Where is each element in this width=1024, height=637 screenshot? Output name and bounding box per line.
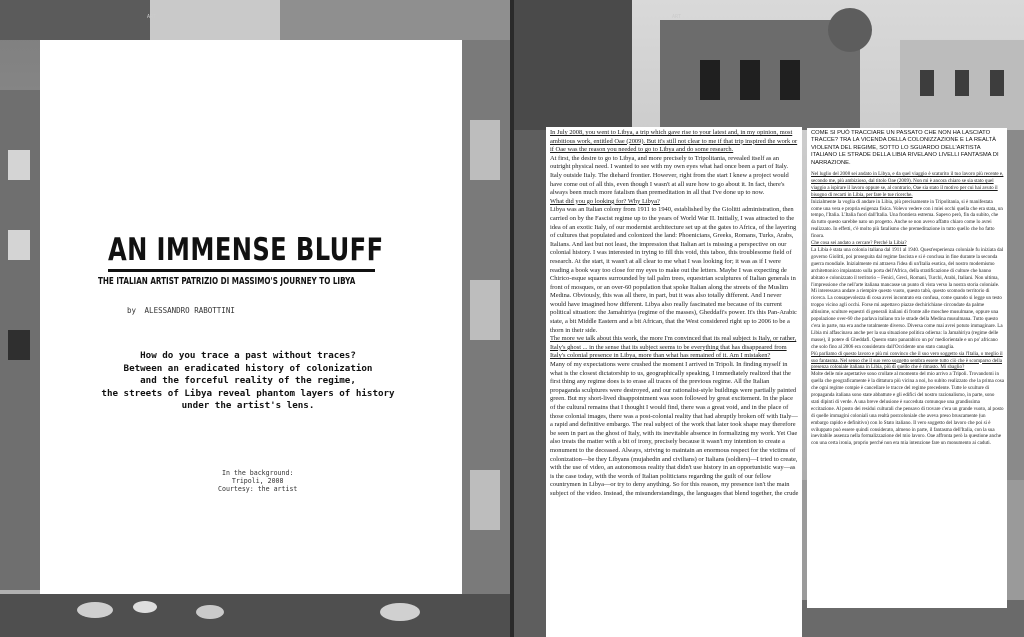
answer-3: Many of my expectations were crushed the moment I arrived in Tripoli. In finding myself in what is the closest dictatorship to us, geographically speaking, I immediately realized that the first thing any regime does is to erase all traces of the previous regime. All the Italian propaganda sculptures were destroyed, and our rationalist-style buildings were partially painted green. But my short-lived disappointment was soon followed by great excitement. In the place of the cultural remains that I thought I would find, there was a great void, and in the place of those colonial images, there was a post-colonial reality that had abruptly broken off with Italy—a rapid and definitive embargo. The real subject of the work that later took shape may therefore be seen in part as the ghost of Italy, with its inevitable absence in formalizing my work. Yet Oae also treats the matter with a bit of irony, precisely because it wasn't my intention to create a monument to the deceased. Always, striving to maintain an enormous respect for the victims of colonization—be they Libyans (mujahedin and civilians) or Italians (soldiers)—I tried to create, with the use of video, an autonomous reality that didn't use history in an opportunistic way—as is the case today, with the words of Italian politicians regarding the guilt of our fellow countrymen in Libya—or try to deny anything. So for this reason, my presence isn't the main subject of the video. Instead, the misunderstandings, the languages that blend together, the crude xyxy=(550,361,799,497)
photo-caption xyxy=(218,469,297,493)
running-head-left: ART xyxy=(147,14,157,20)
caption-line: In the background: xyxy=(221,469,294,477)
page-footer: PALEIDOSCOPE xyxy=(739,625,777,631)
byline-prefix: by xyxy=(127,306,137,315)
title-underline xyxy=(108,269,375,272)
italian-body xyxy=(807,169,1007,447)
byline-author: ALESSANDRO RABOTTINI xyxy=(144,306,235,315)
question-2: What did you go looking for? Why Libya? xyxy=(550,197,660,205)
domanda-1: Nel luglio del 2008 sei andato in Libya, e da quel viaggio è scaturito il tuo lavoro più recente e, secondo me, più ambizioso, dal titolo Oae (2009). Non mi è ancora chiaro se sia stato quel viaggio a ispirare il lavoro oppure se, al contrario, Oae sia stato il motivo per cui hai avuto il bisogno di recarti in Libia, per fare le tue ricerche. xyxy=(811,171,1004,198)
risposta-3: Molte delle mie aspettative sono crollate al momento del mio arrivo a Tripoli. Trovandomi in quella che geograficamente è la dittatura più vicina a noi, ho subito realizzato che la prima cosa che ogni regime compie è cancellare le tracce del regime precedente. Tutte le sculture di propaganda italiana sono state abbattute e gli edifici del nostro razionalismo, in parte, sono stati dipinti di verde. A una breve delusione è succeduta comunque una grandissima eccitazione. Al posto dei residui culturali che pensavo di trovare c'era un grande vuoto, al posto di quelle immagini coloniali una realtà postcoloniale che aveva preso bruscamente (un embargo rapido e definitivo) con lo Stato italiano. Il vero soggetto del lavoro che poi si è sviluppato può essere quindi considerato, almeno in parte, il fantasma dell'Italia, con la sua inevitabile assenza nella formalizzazione del mio lavoro. Oae affronta però la questione anche con una certa ironia, proprio perché non era mia intenzione fare un monumento ai caduti. xyxy=(811,371,1004,447)
article-title: AN IMMENSE BLUFF xyxy=(108,232,384,268)
standfirst-line: Between an eradicated history of colonization xyxy=(123,362,373,374)
byline xyxy=(127,306,239,315)
standfirst-line: and the forceful reality of the regime, xyxy=(140,375,356,386)
standfirst-line: under the artist's lens. xyxy=(181,400,315,411)
article-subtitle: THE ITALIAN ARTIST PATRIZIO DI MASSIMO'S JOURNEY TO LIBYA xyxy=(98,276,356,287)
domanda-3: Più parliamo di questo lavoro e più mi convinco che il suo vero soggetto sia l'Italia, o meglio il suo fantasma. Nel senso che il suo vero soggetto sembra essere tutto ciò che è scomparso della presenza coloniale italiana in Libia, più di quello che è rimasto. Mi sbaglio? xyxy=(811,350,1003,371)
risposta-1: Inizialmente la voglia di andare in Libia, più precisamente in Tripolitania, si è manifestata come una vera e propria esigenza fisica. Volevo vedere con i miei occhi quella che era stata, un tempo, l'Italia. L'Italia fuori dall'Italia. Una frontiera estrema. Sapevo però, fin da subito, che da tutto questo sarebbe nato un progetto. Anche se non avevo affatto chiaro come lo avrei realizzato. In effetti, c'è molto più fatalismo che premeditazione in tutto quello che ho fatto finora. xyxy=(811,198,1003,240)
standfirst-line: How do you trace a past without traces? xyxy=(140,350,356,361)
italian-standfirst: COME SI PUÒ TRACCIARE UN PASSATO CHE NON HA LASCIATO TRACCE? TRA LA VICENDA DELLA COLONIZZAZIONE E LA REALTÀ VIOLENTA DEL REGIME, SOTTO LO SGUARDO DELL'ARTISTA ITALIANO LE STRADE DELLA LIBIA RIVELANO LIVELLI FANTASMA DI NARRAZIONE. xyxy=(811,130,999,166)
risposta-2: La Libia è stata una colonia italiana dal 1911 al 1940. Quest'esperienza coloniale fu iniziata dal governo Giolitti, poi proseguita dal regime fascista e si è conclusa in fine durante la seconda guerra mondiale. Inizialmente mi attraeva l'idea di un'Italia esotica, del nostro modernismo architettonico impiantato sulla porta dell'Africa, della stratificazione di culture che hanno abitato e colonizzato il territorio – Fenici, Greci, Romani, Turchi, Arabi, Italiani. Non ultima, l'impressione che nell'arte italiana mancasse un punto di vista verso la nostra storia coloniale. Mi interessava andare a riempire questo vuoto, questo tabù, questo scomodo territorio di ricerca. La consapevolezza di cosa avrei incontrato era confusa, come quando si legge un testo troppo vicino agli occhi. Forse mi aspettavo piazze dechirichiane circondate da palme altissime, sculture equestri di generali italiani di fronte alle moschee musulmane, oppure una popolazione over-60 che parlava italiano tra le strade della Medina musulmana. Tutto questo c'era in parte, ma era anche totalmente diverso. Diversa come mai avrei potuto immaginare. La Libia mi affascinava anche per la sua situazione politica odierna: la Jamahiriya (regime delle masse), il potere di Gheddafi. Questo stato panarabico un po' mediorientale e un po' africano che solo fino al 2006 era considerato dall'Occidente uno stato canaglia. xyxy=(811,247,1004,350)
running-head-right: ART xyxy=(672,14,682,20)
question-3: The more we talk about this work, the more I'm convinced that its real subject is Italy, or rather, Italy's ghost ... in the sense that its subject seems to be everything that has disappeared from Italy's colonial presence in Libya, more than what has remained of it. Am I mistaken? xyxy=(550,335,797,360)
italian-text-column xyxy=(807,128,1007,608)
answer-1: At first, the desire to go to Libya, and more precisely to Tripolitania, revealed itself as an outright physical need. I wanted to see with my own eyes what had once been a part of Italy. Italy outside Italy. The diehard frontier. However, right from the start I knew a project would have come out of all this, even though I wasn't at all sure how to go about it. In fact, there's always been much more fatalism than premeditation in all that I've done up to now. xyxy=(550,154,789,197)
standfirst-line: the streets of Libya reveal phantom layers of history xyxy=(101,387,395,399)
standfirst xyxy=(98,350,398,413)
question-1: In July 2008, you went to Libya, a trip which gave rise to your latest and, in my opinion, most ambitious work, entitled Oae (2009). But it's still not clear to me if that trip inspired the work or if Oae was the reason you needed to go to Libya and do some research. xyxy=(550,129,798,154)
caption-line: Tripoli, 2008 xyxy=(231,477,284,485)
caption-line: Courtesy: the artist xyxy=(218,485,298,493)
spread-gutter xyxy=(510,0,514,637)
answer-2: Libya was an Italian colony from 1911 to 1940, established by the Giolitti administration, then carried on by the Fascist regime up to the years of World War II. Initially, I was attracted to the idea of an exotic Italy, of our modernist architecture set up at the gates to Africa, of the layering of cultures that populated and colonized the land: Phoenicians, Greeks, Romans, Turks, Arabs, Italians. And last but not least, the impression that Italian art is missing a perspective on our colonial history. I was interested in trying to fill this void, this taboo, this troublesome field of research. At the start, it wasn't at all clear to me what I was looking for; it was as if I were reading a book way too close for my eyes to make out the letters. Maybe I was expecting de Chirico-esque squares surrounded by tall palm trees, equestrian sculptures of Italian generals in front of mosques, or an over-60 population that spoke Italian along the streets of the Muslim Medina. Obviously, this was all there, in part, but it was also totally different. And I never would have imagined how different. Libya also really fascinated me because of its current political situation: the Jamahiriya (regime of the masses), Gheddafi's power. It's this Pan-Arabic state, a bit Middle Eastern and a bit African, that the West considered right up to 2006 to be a thorn in their side. xyxy=(550,206,797,334)
domanda-2: Che cosa sei andato a cercare? Perché la Libia? xyxy=(811,240,907,247)
english-body xyxy=(546,127,802,499)
english-text-column xyxy=(546,127,802,637)
title-page-panel xyxy=(40,40,462,594)
